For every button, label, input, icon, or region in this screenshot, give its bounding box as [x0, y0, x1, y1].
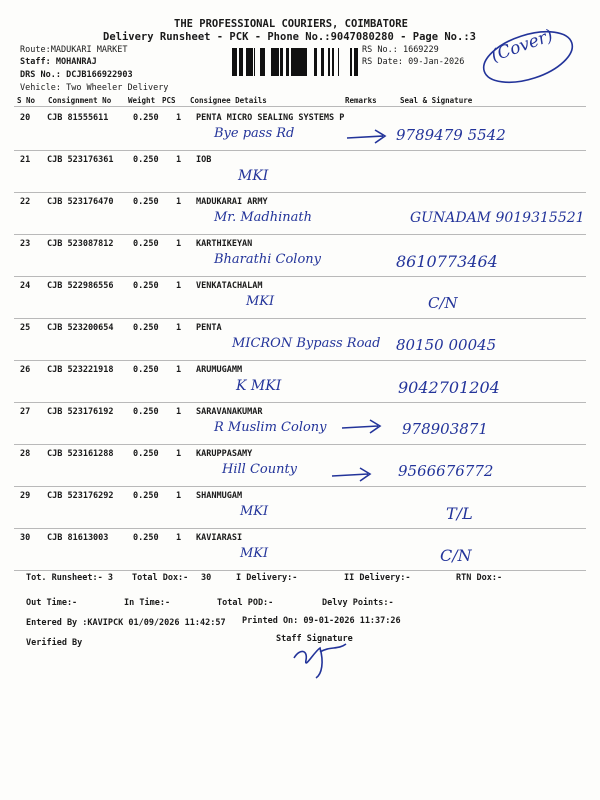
row-consignee: KAVIARASI	[196, 533, 243, 543]
row-weight: 0.250	[133, 533, 159, 543]
staff-label: Staff:	[20, 57, 51, 67]
row-divider	[14, 150, 586, 151]
row-sno: 25	[20, 323, 31, 333]
total-dox-value: 30	[201, 573, 212, 583]
i-delivery: I Delivery:-	[236, 573, 298, 583]
row-weight: 0.250	[133, 155, 159, 165]
row-pcs: 1	[176, 365, 182, 375]
rs-no-line	[362, 45, 439, 55]
row-pcs: 1	[176, 449, 182, 459]
row-sno: 21	[20, 155, 31, 165]
row-sno: 28	[20, 449, 31, 459]
row-consignee: SHANMUGAM	[196, 491, 243, 501]
barcode-bar	[286, 48, 289, 76]
col-pcs: PCS	[162, 96, 176, 105]
row-remark-handwriting: Bye pass Rd	[214, 126, 295, 141]
barcode-bar	[305, 48, 307, 76]
row-consignee: MADUKARAI ARMY	[196, 197, 268, 207]
barcode-bar	[262, 48, 263, 76]
row-divider	[14, 318, 586, 319]
row-sno: 22	[20, 197, 31, 207]
barcode-bar	[321, 48, 324, 76]
row-pcs: 1	[176, 113, 182, 123]
runsheet-subtitle: Delivery Runsheet - PCK - Phone No.:9047080280 - Page No.:3	[103, 31, 476, 43]
rs-no-value: 1669229	[402, 45, 439, 55]
rtn-dox: RTN Dox:-	[456, 573, 503, 583]
total-pod: Total POD:-	[217, 598, 274, 608]
row-consignment: CJB 523176361	[47, 155, 114, 165]
row-seal-handwriting: 80150 00045	[396, 336, 497, 354]
drs-line	[20, 70, 133, 80]
row-seal-handwriting: C/N	[428, 294, 458, 312]
route-label: Route:	[20, 45, 51, 55]
row-divider	[14, 192, 586, 193]
barcode-bar	[350, 48, 352, 76]
drs-label: DRS No.:	[20, 70, 61, 80]
barcode-bar	[254, 48, 255, 76]
row-divider	[14, 234, 586, 235]
row-consignee: KARTHIKEYAN	[196, 239, 253, 249]
row-weight: 0.250	[133, 323, 159, 333]
staff-line	[20, 57, 97, 67]
row-consignee: SARAVANAKUMAR	[196, 407, 263, 417]
row-remark-handwriting: MICRON Bypass Road	[232, 336, 381, 351]
barcode-bar	[236, 48, 237, 76]
staff-signature-label: Staff Signature	[276, 634, 353, 644]
rs-date-line	[362, 57, 464, 67]
barcode-bar	[328, 48, 330, 76]
barcode-bar	[338, 48, 339, 76]
row-divider	[14, 360, 586, 361]
row-seal-handwriting: 9566676772	[398, 462, 494, 480]
row-divider	[14, 276, 586, 277]
row-divider	[14, 570, 586, 571]
row-divider	[14, 402, 586, 403]
out-time: Out Time:-	[26, 598, 78, 608]
route-value: MADUKARI MARKET	[50, 45, 128, 55]
row-seal-handwriting: C/N	[440, 546, 472, 565]
row-sno: 23	[20, 239, 31, 249]
row-pcs: 1	[176, 281, 182, 291]
row-pcs: 1	[176, 239, 182, 249]
row-remark-handwriting: MKI	[246, 294, 275, 309]
rs-no-label: RS No.:	[362, 45, 398, 55]
barcode-bar	[333, 48, 334, 76]
row-weight: 0.250	[133, 239, 159, 249]
row-consignment: CJB 523161288	[47, 449, 114, 459]
row-consignee: PENTA	[196, 323, 222, 333]
barcode-bar	[280, 48, 283, 76]
row-remark-handwriting: MKI	[240, 546, 269, 561]
row-divider	[14, 528, 586, 529]
row-seal-handwriting: 978903871	[402, 420, 488, 438]
barcode-bar	[300, 48, 303, 76]
rs-date-value: 09-Jan-2026	[408, 57, 465, 67]
barcode-image	[232, 48, 358, 76]
entered-by: Entered By :KAVIPCK 01/09/2026 11:42:57	[26, 618, 226, 628]
barcode-bar	[332, 48, 333, 76]
col-remarks: Remarks	[345, 96, 377, 105]
barcode-bar	[314, 48, 317, 76]
barcode-bar	[260, 48, 262, 76]
row-seal-handwriting: 9042701204	[398, 378, 500, 397]
vehicle-line	[20, 83, 168, 93]
verified-by: Verified By	[26, 638, 83, 648]
row-remark-handwriting: R Muslim Colony	[214, 420, 327, 435]
printed-on: Printed On: 09-01-2026 11:37:26	[242, 616, 401, 626]
in-time: In Time:-	[124, 598, 171, 608]
row-weight: 0.250	[133, 197, 159, 207]
row-sno: 29	[20, 491, 31, 501]
vehicle-label: Vehicle:	[20, 83, 61, 93]
drs-value: DCJB166922903	[66, 70, 133, 80]
arrow-mark	[345, 128, 389, 148]
arrow-mark	[340, 418, 384, 438]
tot-runsheet: Tot. Runsheet:- 3	[26, 573, 113, 583]
row-sno: 27	[20, 407, 31, 417]
row-consignment: CJB 523176470	[47, 197, 114, 207]
ii-delivery: II Delivery:-	[344, 573, 411, 583]
barcode-bar	[296, 48, 299, 76]
row-consignment: CJB 523087812	[47, 239, 114, 249]
header-divider	[14, 106, 586, 107]
barcode-bar	[242, 48, 243, 76]
row-consignee: IOB	[196, 155, 212, 165]
barcode-bar	[299, 48, 300, 76]
row-sno: 24	[20, 281, 31, 291]
staff-signature-scribble	[290, 640, 350, 680]
barcode-bar	[276, 48, 279, 76]
row-weight: 0.250	[133, 491, 159, 501]
row-remark-handwriting: Hill County	[222, 462, 298, 477]
barcode-bar	[293, 48, 296, 76]
row-sno: 26	[20, 365, 31, 375]
staff-value: MOHANRAJ	[55, 57, 97, 67]
route-line	[20, 45, 127, 55]
row-pcs: 1	[176, 197, 182, 207]
row-weight: 0.250	[133, 281, 159, 291]
barcode-bar	[239, 48, 242, 76]
row-weight: 0.250	[133, 365, 159, 375]
barcode-bar	[271, 48, 273, 76]
row-consignment: CJB 523176192	[47, 407, 114, 417]
row-consignee: VENKATACHALAM	[196, 281, 263, 291]
rs-date-label: RS Date:	[362, 57, 403, 67]
row-weight: 0.250	[133, 407, 159, 417]
row-consignment: CJB 81613003	[47, 533, 109, 543]
row-pcs: 1	[176, 491, 182, 501]
row-sno: 20	[20, 113, 31, 123]
row-sno: 30	[20, 533, 31, 543]
col-consignee: Consignee Details	[190, 96, 267, 105]
row-remark-handwriting: Mr. Madhinath	[214, 210, 312, 225]
row-seal-handwriting: GUNADAM 9019315521	[410, 210, 585, 226]
row-pcs: 1	[176, 407, 182, 417]
delvy-points: Delvy Points:-	[322, 598, 394, 608]
col-consignment: Consignment No	[48, 96, 112, 105]
row-pcs: 1	[176, 155, 182, 165]
barcode-bar	[355, 48, 358, 76]
barcode-bar	[354, 48, 355, 76]
row-remark-handwriting: MKI	[240, 504, 269, 519]
barcode-bar	[234, 48, 236, 76]
row-consignee: ARUMUGAMM	[196, 365, 243, 375]
barcode-bar	[291, 48, 293, 76]
barcode-bar	[251, 48, 253, 76]
row-seal-handwriting: 9789479 5542	[396, 126, 506, 144]
barcode-bar	[246, 48, 248, 76]
barcode-bar	[263, 48, 265, 76]
company-name: THE PROFESSIONAL COURIERS, COIMBATORE	[174, 18, 408, 30]
row-remark-handwriting: MKI	[238, 168, 269, 184]
row-remark-handwriting: K MKI	[236, 378, 282, 394]
vehicle-value: Two Wheeler Delivery	[66, 83, 169, 93]
barcode-bar	[232, 48, 234, 76]
row-consignment: CJB 81555611	[47, 113, 109, 123]
row-divider	[14, 486, 586, 487]
row-pcs: 1	[176, 323, 182, 333]
barcode-bar	[303, 48, 305, 76]
col-weight: Weight	[128, 96, 156, 105]
row-consignment: CJB 523221918	[47, 365, 114, 375]
row-divider	[14, 444, 586, 445]
row-weight: 0.250	[133, 449, 159, 459]
barcode-bar	[248, 48, 251, 76]
row-consignment: CJB 523176292	[47, 491, 114, 501]
row-weight: 0.250	[133, 113, 159, 123]
barcode-bar	[273, 48, 276, 76]
cover-note: (Cover)	[488, 25, 556, 67]
arrow-mark	[330, 466, 374, 486]
row-consignment: CJB 522986556	[47, 281, 114, 291]
row-consignee: PENTA MICRO SEALING SYSTEMS P	[196, 113, 345, 123]
col-seal-signature: Seal & Signature	[400, 96, 473, 105]
row-pcs: 1	[176, 533, 182, 543]
row-consignment: CJB 523200654	[47, 323, 114, 333]
row-seal-handwriting: 8610773464	[396, 252, 498, 271]
row-seal-handwriting: T/L	[446, 504, 473, 523]
total-dox-label: Total Dox:-	[132, 573, 189, 583]
row-remark-handwriting: Bharathi Colony	[214, 252, 322, 267]
row-consignee: KARUPPASAMY	[196, 449, 253, 459]
col-sno: S No	[17, 96, 36, 105]
